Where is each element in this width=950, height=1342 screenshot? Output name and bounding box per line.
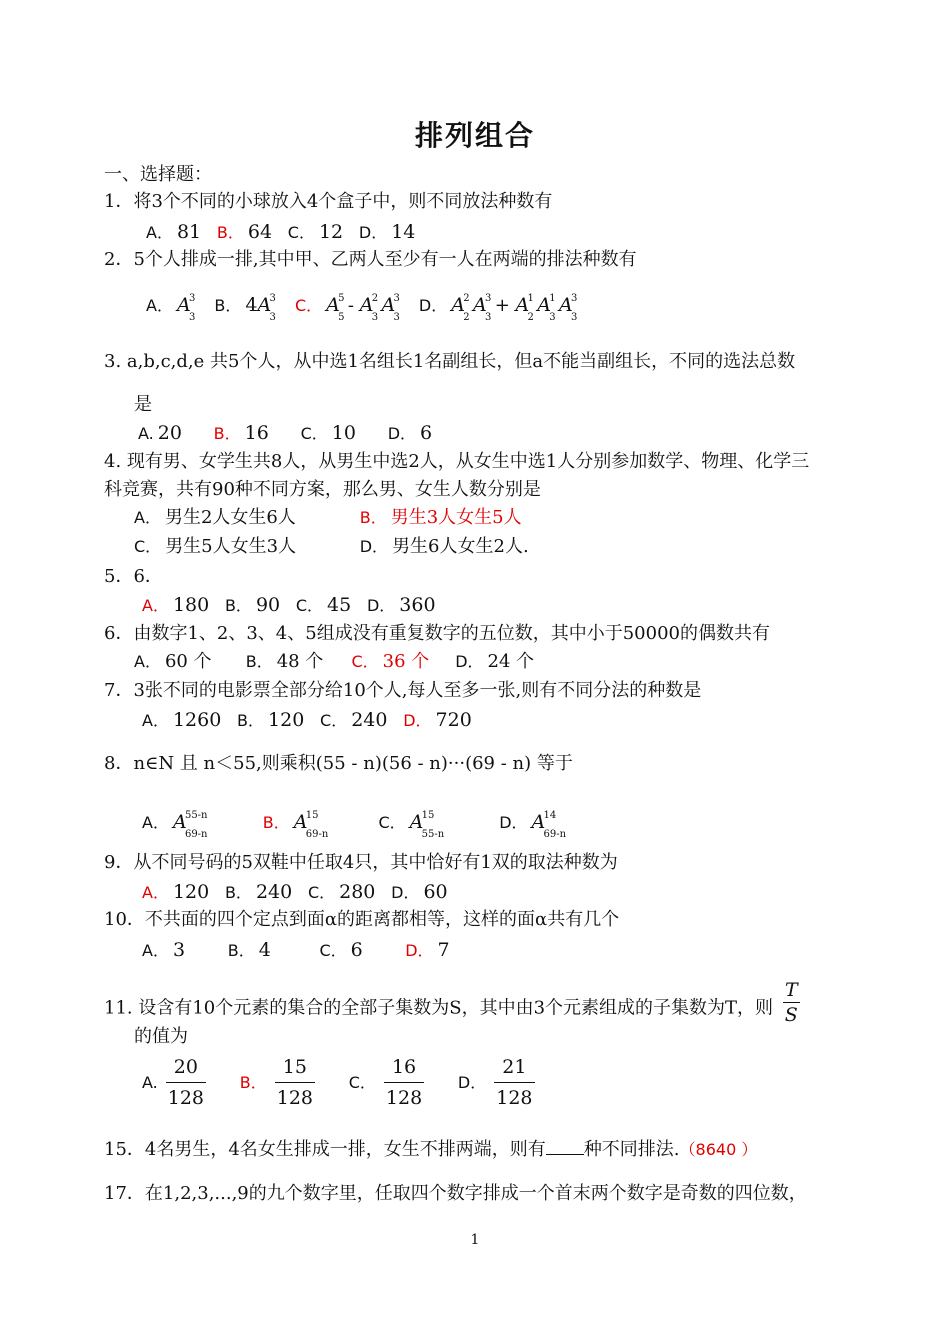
question-4-text-cont: 科竞赛，共有90种不同方案，那么男、女生人数分别是	[104, 479, 541, 500]
option-c: C． 6	[319, 939, 363, 961]
question-4-options-row2	[134, 534, 539, 560]
question-2-options	[146, 292, 591, 323]
page-number: 1	[470, 1232, 480, 1248]
question-3-options	[138, 420, 442, 447]
question-4-options-row1	[134, 505, 532, 531]
option-a: A． 60 个	[134, 651, 212, 672]
option-b-answer: B． $\frac{15}{128}$	[240, 1052, 319, 1113]
option-b: B． 48 个	[245, 651, 324, 672]
option-b-answer: B． 16	[213, 422, 269, 444]
question-11-text-cont: 的值为	[134, 1026, 188, 1047]
question-4-text: 4. 现有男、女学生共8人，从男生中选2人，从女生中选1人分别参加数学、物理、化学三	[104, 451, 810, 472]
question-10-options	[142, 937, 460, 964]
option-a: A. $\frac{20}{128}$	[142, 1052, 210, 1113]
option-a: A． A 3 3	[146, 293, 196, 323]
option-c-answer: C． 36 个	[351, 651, 430, 672]
permutation-a33: A 3 3	[257, 293, 276, 323]
question-8-text: 8．n∈N 且 n＜55,则乘积(55 - n)(56 - n)···(69 - n) 等于	[104, 753, 573, 774]
question-6-text: 6．由数字1、2、3、4、5组成没有重复数字的五位数，其中小于50000的偶数共有	[104, 623, 770, 644]
answer-blank	[546, 1138, 584, 1155]
option-d: D． 24 个	[455, 651, 535, 672]
option-c: C． 12	[287, 221, 344, 243]
option-b: B． 90	[224, 594, 281, 616]
question-2-text: 2．5个人排成一排,其中甲、乙两人至少有一人在两端的排法种数有	[104, 249, 637, 270]
option-d-answer: D． 7	[405, 939, 450, 961]
option-c-answer: C． A 5 5 - A 2 3 A 3 3	[294, 293, 400, 323]
question-11-text: 11. 设含有10个元素的集合的全部子集数为S，其中由3个元素组成的子集数为T，则 $\frac{T}{S}$	[104, 979, 798, 1026]
option-a-answer: A． 180	[142, 594, 210, 616]
option-a: A． A 55-n 69-n	[142, 810, 208, 840]
option-c: C． 45	[295, 594, 352, 616]
option-c: C． 男生5人女生3人	[134, 536, 297, 557]
option-c: C． 10	[300, 422, 356, 444]
option-d: D． A 2 2 A 3 3 + A 1 2 A 1 3 A 3 3	[418, 293, 578, 323]
question-1-text: 1．将3个不同的小球放入4个盒子中，则不同放法种数有	[104, 191, 553, 212]
option-b: B． 4A 3 3	[214, 293, 276, 323]
question-5-options	[142, 592, 446, 619]
question-9-text: 9．从不同号码的5双鞋中任取4只，其中恰好有1双的取法种数为	[104, 852, 618, 873]
question-10-text: 10．不共面的四个定点到面α的距离都相等，这样的面α共有几个	[104, 909, 620, 930]
option-d: D． 14	[358, 221, 416, 243]
option-b-answer: B． 64	[216, 221, 273, 243]
question-8-options	[142, 809, 567, 840]
option-d-answer: D． 720	[403, 709, 472, 731]
question-9-options	[142, 879, 458, 906]
option-d: D． A 14 69-n	[499, 810, 567, 840]
option-c: C． 240	[320, 709, 388, 731]
option-c: C． $\frac{16}{128}$	[349, 1052, 428, 1113]
question-5-text: 5．6．	[104, 566, 163, 587]
option-a: A． 男生2人女生6人	[134, 507, 296, 528]
question-1-options	[146, 219, 425, 246]
option-d: D． 6	[387, 422, 433, 444]
question-3-text-cont: 是	[134, 394, 152, 415]
option-d: D． $\frac{21}{128}$	[458, 1052, 539, 1113]
option-d: D． 360	[366, 594, 436, 616]
option-a: A. 20	[138, 422, 182, 444]
option-d: D． 男生6人女生2人.	[359, 536, 529, 557]
option-b-answer: B． A 15 69-n	[262, 810, 329, 840]
page-title: 排列组合	[414, 119, 535, 152]
section-heading: 一、选择题：	[104, 164, 212, 185]
answer-text: （8640 ）	[679, 1140, 758, 1159]
question-7-text: 7．3张不同的电影票全部分给10个人,每人至多一张,则有不同分法的种数是	[104, 680, 702, 701]
question-6-options	[134, 649, 544, 675]
option-a: A． 1260	[142, 709, 222, 731]
fraction-t-over-s: $\frac{T}{S}$	[784, 979, 798, 1026]
question-3-text: 3. a,b,c,d,e 共5个人，从中选1名组长1名副组长，但a不能当副组长，不同的选法总数	[104, 351, 796, 372]
question-15-text: 15．4名男生，4名女生排成一排，女生不排两端，则有 种不同排法.（8640 ）	[104, 1139, 758, 1160]
permutation-a33: A 3 3	[176, 293, 196, 323]
option-c: C． 280	[307, 881, 376, 903]
option-b: B． 4	[227, 939, 271, 961]
question-11-options	[142, 1052, 549, 1113]
option-b: B． 120	[237, 709, 305, 731]
option-a: A． 81	[146, 221, 202, 243]
option-b: B． 240	[224, 881, 293, 903]
question-17-text: 17．在1,2,3,...,9的九个数字里，任取四个数字排成一个首末两个数字是奇数的四位数，	[104, 1183, 807, 1204]
option-b-answer: B． 男生3人女生5人	[359, 507, 522, 528]
option-a-answer: A． 120	[142, 881, 210, 903]
option-d: D． 60	[391, 881, 448, 903]
option-a: A． 3	[142, 939, 186, 961]
question-7-options	[142, 707, 482, 734]
option-c: C． A 15 55-n	[378, 810, 445, 840]
